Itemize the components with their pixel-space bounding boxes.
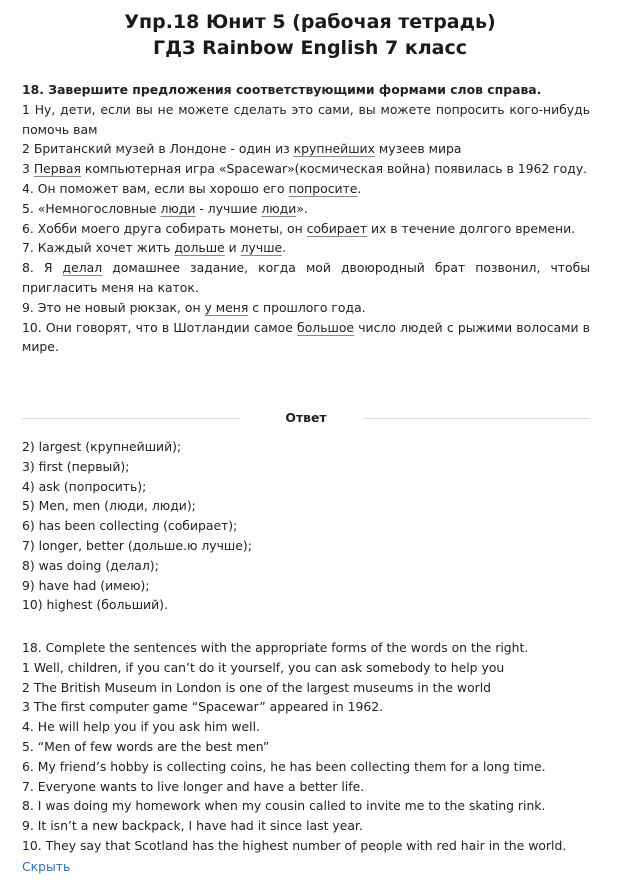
english-line: 5. “Men of few words are the best men”	[22, 738, 270, 754]
answer-word: люди	[261, 200, 297, 216]
sentence-text: их в течение долгого времени.	[367, 220, 576, 236]
sentence-text: .	[357, 180, 362, 196]
answer-word: собирает	[306, 220, 368, 236]
sentence-text: число людей с рыжими волосами в мире.	[22, 319, 590, 355]
sentence-text: домашнее задание, когда мой двоюродный брат позвонил, чтобы пригласить меня на каток.	[22, 260, 590, 295]
sentence-text: ».	[296, 200, 308, 216]
english-line: 4. He will help you if you ask him well.	[22, 719, 260, 735]
english-line: 1 Well, children, if you can’t do it yourself, you can ask somebody to help you	[22, 659, 505, 675]
answer-item: 7) longer, better (дольше.ю лучше);	[22, 537, 252, 553]
english-line: 10. They say that Scotland has the highest number of people with red hair in the world.	[22, 837, 567, 853]
english-line: 8. I was doing my homework when my cousin called to invite me to the skating rink.	[22, 798, 546, 814]
sentence-text: 6. Хобби моего друга собирать монеты, он	[22, 220, 307, 236]
sentence-text: 9. Это не новый рюкзак, он	[22, 299, 205, 315]
sentence-text: компьютерная игра «Spacewar»(космическая война) появилась в 1962 году.	[80, 161, 588, 177]
task-sentence-1	[22, 100, 590, 140]
task-sentence-7	[22, 238, 590, 258]
answer-item: 2) largest (крупнейший);	[22, 439, 182, 454]
answer-word: делал	[62, 260, 103, 276]
sentence-text: 4. Он поможет вам, если вы хорошо его	[22, 180, 289, 196]
sentence-text: 7. Каждый хочет жить	[22, 240, 175, 256]
answer-item: 10) highest (больший).	[22, 597, 168, 613]
english-line: 9. It isn’t a new backpack, I have had it since last year.	[22, 818, 363, 834]
divider-line-right	[364, 418, 590, 419]
page-title	[0, 9, 620, 61]
sentence-text: 10. Они говорят, что в Шотландии самое	[22, 319, 298, 335]
english-line: 18. Complete the sentences with the appropriate forms of the words on the right.	[22, 640, 529, 655]
sentence-text: 8. Я	[22, 260, 63, 276]
hide-link[interactable]: Скрыть	[22, 859, 71, 874]
sentence-text: 5. «Немногословные	[22, 200, 161, 216]
sentence-text: - лучшие	[195, 200, 262, 216]
sentence-text: 1 Ну, дети, если вы не можете сделать это сами, вы можете попросить кого-нибудь помочь вам	[22, 101, 590, 137]
sentence-text: музеев мира	[374, 141, 462, 157]
answer-item: 5) Men, men (люди, люди);	[22, 498, 196, 514]
answer-word: лучше	[240, 240, 283, 256]
english-line: 7. Everyone wants to live longer and have a better life.	[22, 778, 365, 794]
answer-item: 3) first (первый);	[22, 458, 130, 474]
english-line: 6. My friend’s hobby is collecting coins, he has been collecting them for a long time.	[22, 758, 546, 774]
answer-word: крупнейших	[293, 141, 375, 157]
task-sentence-4	[22, 179, 590, 199]
task-heading: 18. Завершите предложения соответствующими формами слов справа.	[22, 82, 542, 97]
task-sentence-10	[22, 318, 590, 358]
answer-item: 6) has been collecting (собирает);	[22, 518, 238, 534]
english-line: 2 The British Museum in London is one of the largest museums in the world	[22, 679, 492, 695]
title-line-2: ГДЗ Rainbow English 7 класс	[152, 37, 468, 59]
answer-word: большое	[297, 319, 355, 335]
sentence-text: и	[224, 240, 241, 256]
answer-word: дольше	[174, 240, 225, 256]
task-sentence-2	[22, 139, 590, 159]
task-section	[22, 80, 590, 357]
task-sentence-8	[22, 258, 590, 298]
answer-word: у меня	[204, 299, 249, 315]
answer-word: Первая	[33, 161, 81, 177]
answer-word: люди	[160, 200, 196, 216]
answer-item: 9) have had (имею);	[22, 577, 150, 593]
english-translation	[22, 638, 590, 856]
answer-list	[22, 437, 590, 615]
answer-item: 4) ask (попросить);	[22, 478, 147, 494]
answer-heading: Ответ	[285, 410, 327, 425]
answer-divider	[22, 408, 590, 428]
answer-item: 8) was doing (делал);	[22, 557, 159, 573]
task-sentence-3	[22, 159, 590, 179]
sentence-text: с прошлого года.	[248, 299, 366, 315]
title-line-1: Упр.18 Юнит 5 (рабочая тетрадь)	[124, 11, 496, 33]
task-sentence-5	[22, 199, 590, 219]
sentence-text: 2 Британский музей в Лондоне - один из	[22, 141, 294, 157]
answer-word: попросите	[288, 180, 358, 196]
task-sentence-6	[22, 219, 590, 239]
sentence-text: .	[282, 240, 287, 256]
sentence-text: 3	[22, 161, 34, 177]
task-sentence-9	[22, 298, 590, 318]
english-line: 3 The first computer game “Spacewar” appeared in 1962.	[22, 699, 384, 715]
